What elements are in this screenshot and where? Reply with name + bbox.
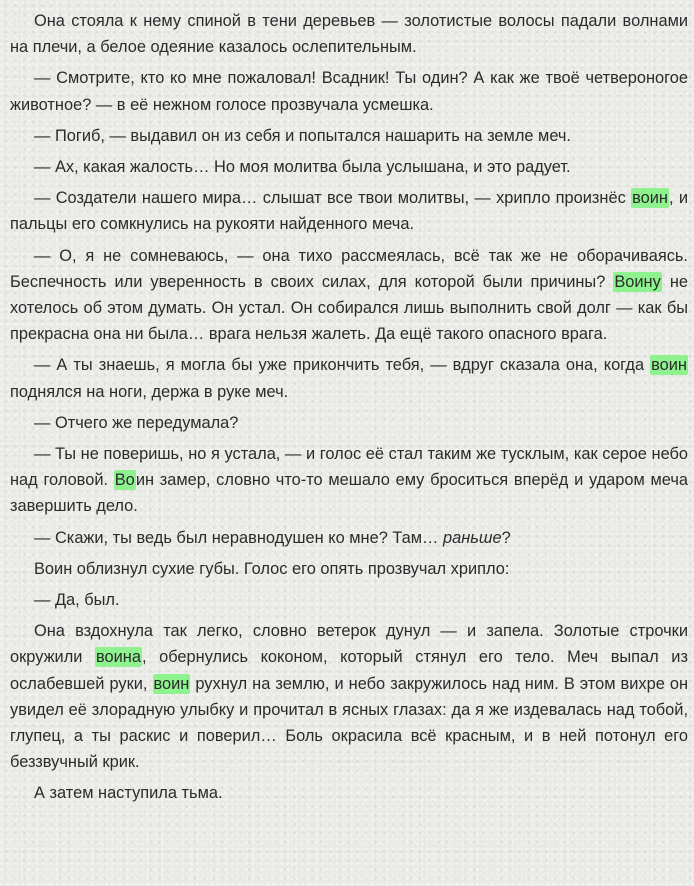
text-span: , и пальцы его сомкнулись на рукояти найденного меча. [10,189,688,234]
paragraph-7 [10,352,688,404]
highlight-mark[interactable]: Во [114,471,135,490]
text-span: А затем наступила тьма. [34,784,223,803]
text-span: поднялся на ноги, держа в руке меч. [10,382,289,401]
paragraph-3 [10,123,688,149]
text-span: Воин облизнул сухие губы. Голос его опять прозвучал хрипло: [34,559,510,578]
text-span: — Скажи, ты ведь был неравнодушен ко мне? Там… [34,528,443,547]
text-span: — Ах, какая жалость… Но моя молитва была услышана, и это радует. [34,158,571,177]
text-span: Она вздохнула так легко, словно ветерок дунул — и запела. Золотые строчки окружили [10,622,688,667]
text-span: — А ты знаешь, я могла бы уже прикончить тебя, — вдруг сказала она, когда [34,356,651,375]
text-span: ин замер, словно что-то мешало ему броситься вперёд и ударом меча завершить дело. [10,471,688,516]
paragraph-9 [10,441,688,520]
document-page [10,8,688,812]
highlight-mark[interactable]: воин [632,189,668,208]
text-span: Она стояла к нему спиной в тени деревьев — золотистые волосы падали волнами на плечи, а белое одеяние казалось ослепительным. [10,12,688,57]
text-span: — Отчего же передумала? [34,413,239,432]
highlight-mark[interactable]: воин [153,674,190,693]
paragraph-11 [10,556,688,582]
highlight-mark[interactable]: воин [651,356,687,375]
paragraph-10 [10,525,688,551]
text-span: — Погиб, — выдавил он из себя и попытался нашарить на земле меч. [34,126,571,145]
text-span: , обернулись коконом, который стянул его тело. Меч выпал из ослабевшей руки, [10,648,688,693]
italic-text: раньше [443,528,502,547]
text-span: — Смотрите, кто ко мне пожаловал! Всадник! Ты один? А как же твоё четвероногое животное? — в её нежном голосе прозвучала усмешка. [10,69,688,114]
highlight-mark[interactable]: воина [96,648,141,667]
highlight-mark[interactable]: Воину [614,272,661,291]
paragraph-14 [10,780,688,806]
paragraph-8 [10,410,688,436]
text-span: — Ты не поверишь, но я устала, — и голос её стал таким же тусклым, как серое небо над головой. [10,445,688,490]
paragraph-5 [10,185,688,237]
paragraph-4 [10,154,688,180]
text-span: — Создатели нашего мира… слышат все твои молитвы, — хрипло произнёс [34,189,632,208]
text-span: ? [501,528,511,547]
paragraph-13 [10,618,688,775]
text-span: рухнул на землю, и небо закружилось над ним. В этом вихре он увидел её злорадную улыбку и прочитал в ясных глазах: да я же издевалась над тобой, глупец, а ты раскис и поверил… Боль окрасила всё красным, и в ней потонул его беззвучный крик. [10,674,689,772]
text-span: — Да, был. [34,591,120,610]
paragraph-12 [10,587,688,613]
text-span: не хотелось об этом думать. Он устал. Он собирался лишь выполнить свой долг — как бы прекрасна она ни была… врага нельзя жалеть. Да ещё такого опасного врага. [10,272,688,344]
text-span: — О, я не сомневаюсь, — она тихо рассмеялась, всё так же не оборачиваясь. Беспечность или уверенность в своих силах, для которой были причины? [10,246,688,291]
paragraph-6 [10,243,688,348]
paragraph-2 [10,65,688,117]
paragraph-1 [10,8,688,60]
